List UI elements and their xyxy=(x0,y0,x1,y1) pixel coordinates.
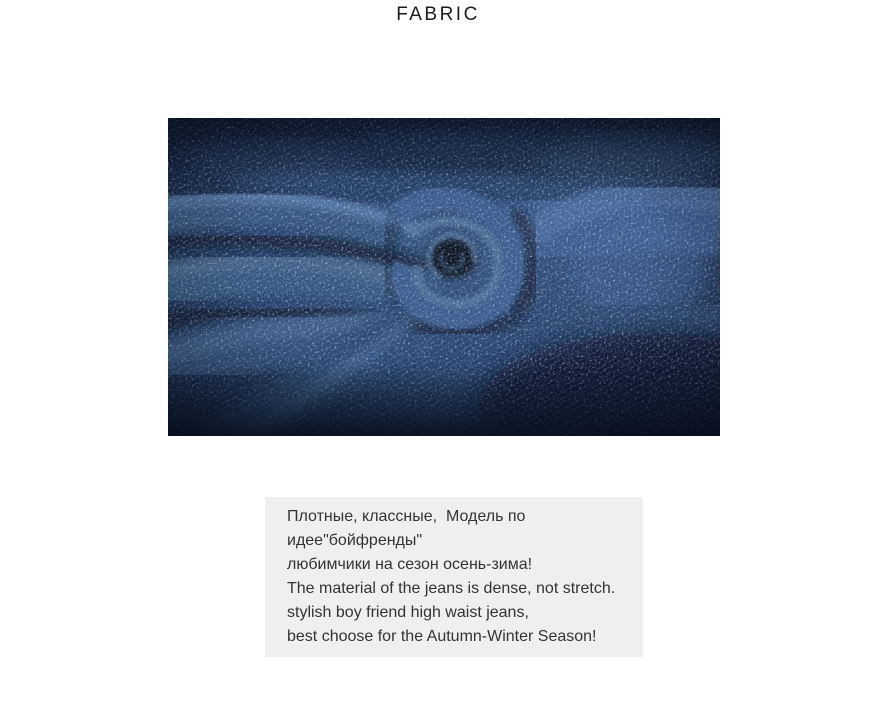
denim-swirl-photo xyxy=(168,118,720,436)
description-line: stylish boy friend high waist jeans, xyxy=(287,604,529,621)
description-line: Плотные, классные, Модель по идее"бойфренды" xyxy=(287,508,530,549)
description-line: The material of the jeans is dense, not stretch. xyxy=(287,580,616,597)
page-title: FABRIC xyxy=(396,4,480,25)
description-box xyxy=(265,497,643,657)
fabric-image xyxy=(168,118,720,436)
description-line: best choose for the Autumn-Winter Season! xyxy=(287,628,597,645)
description-line: любимчики на сезон осень-зима! xyxy=(287,556,533,573)
